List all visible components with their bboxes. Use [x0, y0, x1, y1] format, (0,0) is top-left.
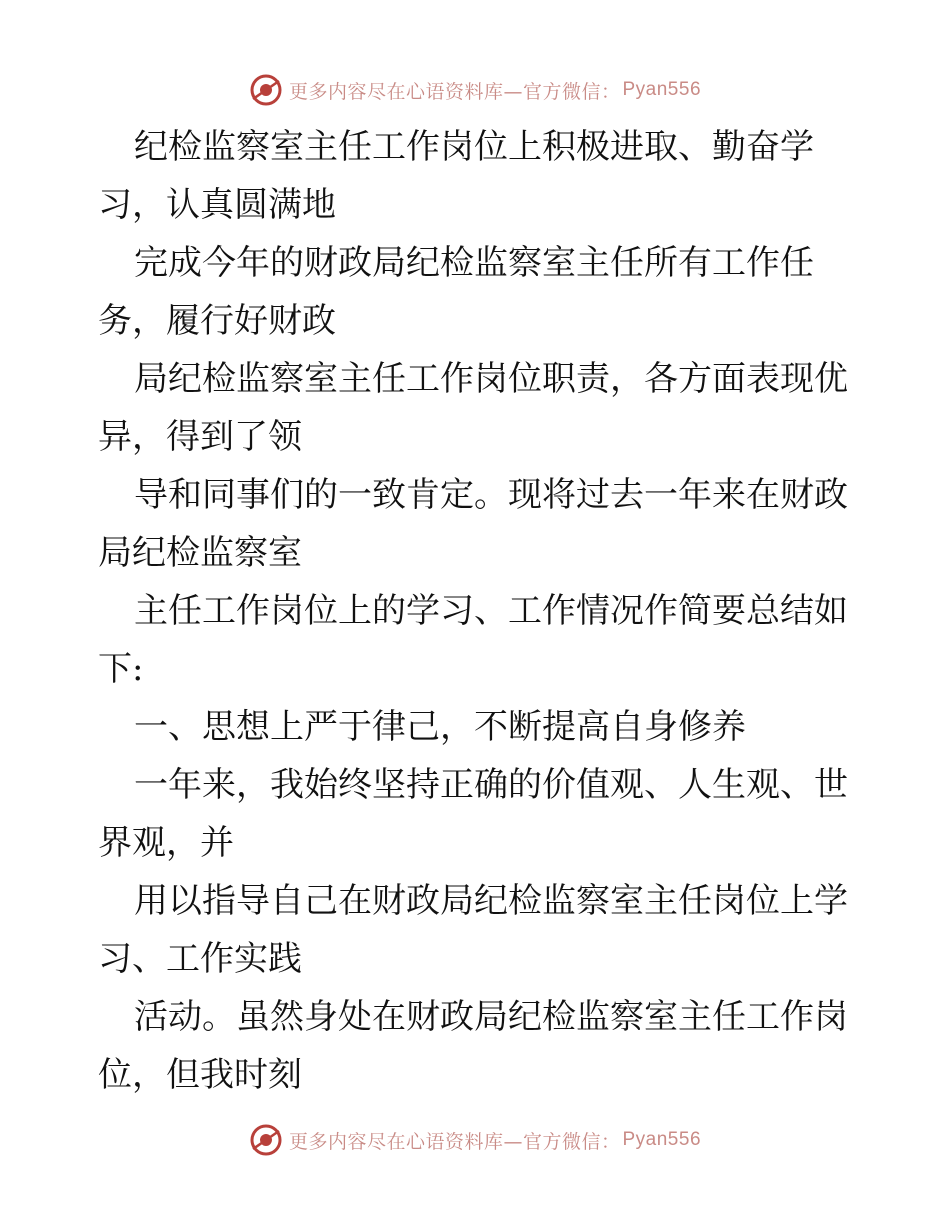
text-line: 一年来，我始终坚持正确的价值观、人生观、世: [134, 765, 848, 805]
watermark-text: 更多内容尽在心语资料库—官方微信：: [288, 80, 621, 103]
logo-icon: [249, 1123, 283, 1157]
text-line: 位，但我时刻: [98, 1055, 302, 1095]
text-line: 界观，并: [98, 823, 234, 863]
text-line: 异，得到了领: [98, 417, 302, 457]
text-line: 导和同事们的一致肯定。现将过去一年来在财政: [134, 475, 848, 515]
document-body: [98, 118, 858, 1104]
text-line: 局纪检监察室: [98, 533, 302, 573]
text-line: 局纪检监察室主任工作岗位职责，各方面表现优: [134, 359, 848, 399]
logo-icon: [249, 73, 283, 107]
watermark-header: [0, 70, 950, 110]
text-line: 习，认真圆满地: [98, 185, 336, 225]
text-line: 纪检监察室主任工作岗位上积极进取、勤奋学: [134, 127, 814, 167]
text-line: 活动。虽然身处在财政局纪检监察室主任工作岗: [134, 997, 848, 1037]
text-line: 习、工作实践: [98, 939, 302, 979]
text-line: 完成今年的财政局纪检监察室主任所有工作任: [134, 243, 814, 283]
watermark-text: 更多内容尽在心语资料库—官方微信：: [288, 1130, 621, 1153]
text-line: 用以指导自己在财政局纪检监察室主任岗位上学: [134, 881, 848, 921]
watermark-id: Pyan556: [622, 79, 702, 100]
section-heading: 一、思想上严于律己，不断提高自身修养: [134, 707, 746, 747]
text-line: 务，履行好财政: [98, 301, 336, 341]
watermark-id: Pyan556: [622, 1129, 702, 1150]
text-line: 主任工作岗位上的学习、工作情况作简要总结如: [134, 591, 848, 631]
text-line: 下:: [98, 649, 144, 689]
watermark-footer: [0, 1120, 950, 1160]
